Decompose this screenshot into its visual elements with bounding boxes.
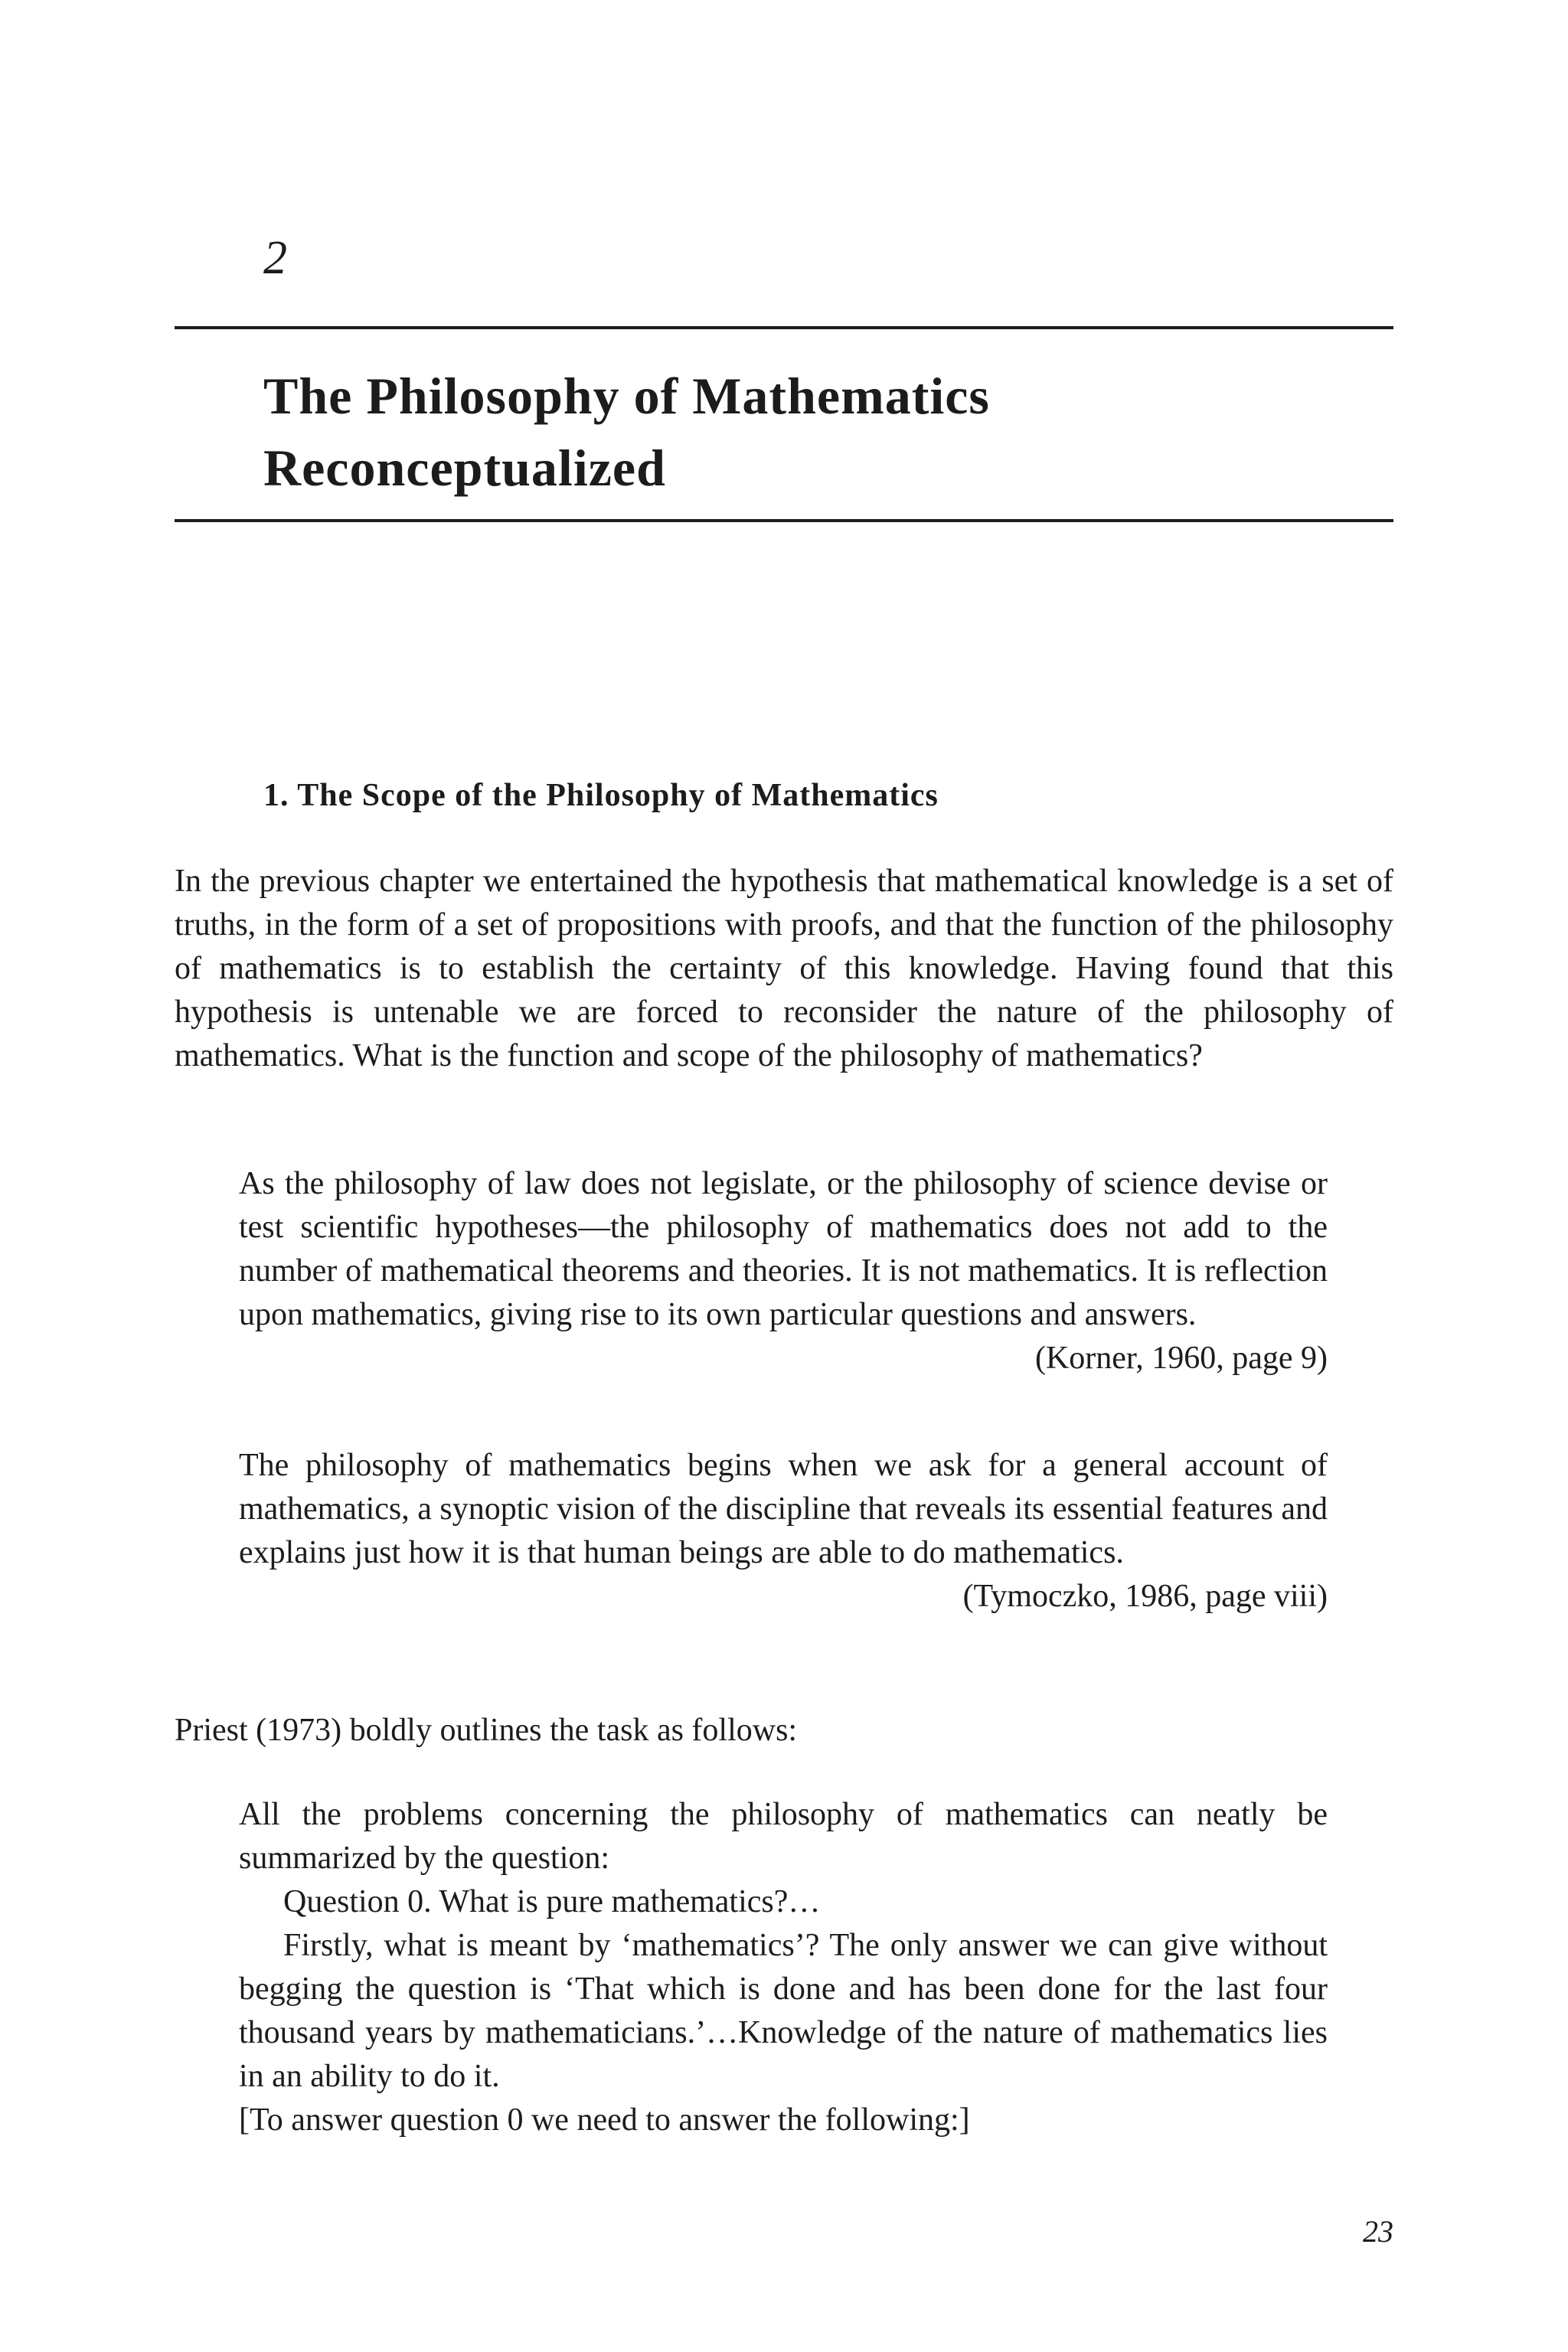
- body-paragraph-2: Priest (1973) boldly outlines the task as follows:: [175, 1713, 798, 1748]
- quote-citation: (Korner, 1960, page 9): [1034, 1341, 1328, 1376]
- chapter-number: 2: [263, 232, 287, 284]
- block-quote-priest: [239, 1793, 1328, 2142]
- chapter-title-line-2: Reconceptualized: [263, 439, 666, 497]
- chapter-title: [263, 360, 1335, 504]
- block-quote-tymoczko: [239, 1444, 1328, 1619]
- page-number: 23: [1363, 2214, 1393, 2249]
- quote-line: Firstly, what is meant by ‘mathematics’? The only answer we can give without begging the question is ‘That which is done and has been done for the last four thousand years by mathematicians.’…Knowledge of the nature of mathematics lies in an ability to do it.: [239, 1928, 1328, 2094]
- quote-line: Question 0. What is pure mathematics?…: [283, 1884, 821, 1919]
- quote-line: All the problems concerning the philosophy of mathematics can neatly be summarized by the question:: [239, 1797, 1328, 1876]
- title-rule-top: [175, 326, 1393, 329]
- section-heading: 1. The Scope of the Philosophy of Mathematics: [263, 778, 939, 813]
- quote-text: The philosophy of mathematics begins when we ask for a general account of mathematics, a synoptic vision of the discipline that reveals its essential features and explains just how it is that human beings are able to do mathematics.: [239, 1448, 1328, 1570]
- title-rule-bottom: [175, 519, 1393, 522]
- quote-citation: (Tymoczko, 1986, page viii): [962, 1579, 1328, 1614]
- block-quote-korner: [239, 1162, 1328, 1380]
- body-paragraph-1: In the previous chapter we entertained the hypothesis that mathematical knowledge is a set of truths, in the form of a set of propositions with proofs, and that the function of the philosophy of mathematics is to establish the certainty of this knowledge. Having found that this hypothesis is untenable we are forced to reconsider the nature of the philosophy of mathematics. What is the function and scope of the philosophy of mathematics?: [175, 864, 1393, 1073]
- quote-line: [To answer question 0 we need to answer the following:]: [239, 2102, 970, 2138]
- chapter-title-line-1: The Philosophy of Mathematics: [263, 367, 990, 425]
- quote-text: As the philosophy of law does not legislate, or the philosophy of science devise or test scientific hypotheses—the philosophy of mathematics does not add to the number of mathematical theorems and theories. It is not mathematics. It is reflection upon mathematics, giving rise to its own particular questions and answers.: [239, 1166, 1328, 1332]
